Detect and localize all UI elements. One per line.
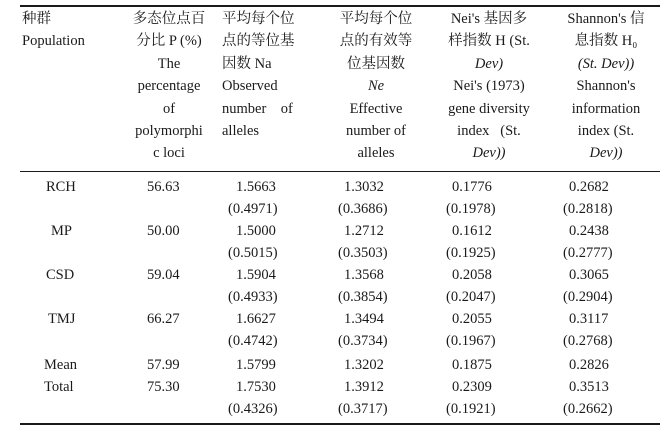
polymorphic-cell: 50.00 xyxy=(147,223,180,239)
header-line: Shannon's 信 xyxy=(567,11,645,27)
h-cell: 0.2309 xyxy=(452,379,492,395)
na-cell: 1.7530 xyxy=(236,379,276,395)
header-line: Nei's 基因多 xyxy=(450,11,528,27)
table-row xyxy=(0,308,670,330)
i-sd-cell: (0.2904) xyxy=(563,289,613,305)
h-cell: 0.1776 xyxy=(452,179,492,195)
table-row-sd xyxy=(0,330,670,352)
header-line: alleles xyxy=(357,145,395,162)
h-sd-cell: (0.1967) xyxy=(446,333,496,349)
header-line: (St. Dev)) xyxy=(577,55,635,72)
header-line: percentage xyxy=(137,78,201,95)
header-nei-diversity xyxy=(430,8,548,165)
i-cell: 0.2826 xyxy=(569,357,609,373)
na-sd-cell: (0.5015) xyxy=(228,245,278,261)
i-cell: 0.3065 xyxy=(569,267,609,283)
ne-cell: 1.3568 xyxy=(344,267,384,283)
polymorphic-cell: 56.63 xyxy=(147,179,180,195)
table-row-sd xyxy=(0,198,670,220)
table-row-sd xyxy=(0,398,670,420)
population-cell: CSD xyxy=(46,267,75,283)
header-line: Dev)) xyxy=(589,145,623,162)
h-sd-cell: (0.2047) xyxy=(446,289,496,305)
na-sd-cell: (0.4933) xyxy=(228,289,278,305)
ne-sd-cell: (0.3854) xyxy=(338,289,388,305)
na-sd-cell: (0.4971) xyxy=(228,201,278,217)
header-line: 点的等位基 xyxy=(222,33,295,50)
i-cell: 0.3513 xyxy=(569,379,609,395)
header-line: Dev) xyxy=(474,55,504,72)
header-line: 位基因数 xyxy=(347,55,405,72)
ne-cell: 1.3032 xyxy=(344,179,384,195)
table-row-sd xyxy=(0,242,670,264)
i-sd-cell: (0.2818) xyxy=(563,201,613,217)
header-line: 点的有效等 xyxy=(339,33,413,50)
header-line: 息指数 H₀ xyxy=(574,33,638,50)
polymorphic-cell: 59.04 xyxy=(147,267,180,283)
na-cell: 1.5799 xyxy=(236,357,276,373)
h-sd-cell: (0.1921) xyxy=(446,401,496,417)
header-line: of xyxy=(162,100,176,117)
i-sd-cell: (0.2777) xyxy=(563,245,613,261)
header-shannon-index xyxy=(552,8,660,165)
header-line: Shannon's xyxy=(576,78,636,95)
table-row xyxy=(0,376,670,398)
i-sd-cell: (0.2662) xyxy=(563,401,613,417)
header-polymorphic-loci xyxy=(120,8,218,165)
header-line: gene diversity xyxy=(448,100,530,117)
na-cell: 1.5663 xyxy=(236,179,276,195)
header-line: 种群 xyxy=(22,11,51,27)
header-observed-alleles xyxy=(222,8,318,142)
header-line: Ne xyxy=(367,78,385,95)
na-cell: 1.5000 xyxy=(236,223,276,239)
header-line: 平均每个位 xyxy=(222,11,295,27)
header-line: Effective xyxy=(349,100,403,117)
na-sd-cell: (0.4326) xyxy=(228,401,278,417)
header-population xyxy=(22,8,110,53)
header-line: alleles xyxy=(222,123,260,140)
ne-sd-cell: (0.3503) xyxy=(338,245,388,261)
ne-sd-cell: (0.3717) xyxy=(338,401,388,417)
na-sd-cell: (0.4742) xyxy=(228,333,278,349)
header-line: 分比 P (%) xyxy=(136,33,202,50)
population-cell: RCH xyxy=(46,179,76,195)
header-line: polymorphi xyxy=(135,123,203,140)
header-line: index (St. xyxy=(577,123,635,140)
header-line: 样指数 H (St. xyxy=(448,33,530,50)
header-line: Nei's (1973) xyxy=(453,78,525,95)
table-row xyxy=(0,354,670,376)
table-header-rule xyxy=(20,171,660,172)
ne-cell: 1.2712 xyxy=(344,223,384,239)
na-cell: 1.5904 xyxy=(236,267,276,283)
polymorphic-cell: 57.99 xyxy=(147,357,180,373)
header-line: 因数 Na xyxy=(222,55,272,72)
h-cell: 0.1612 xyxy=(452,223,492,239)
i-sd-cell: (0.2768) xyxy=(563,333,613,349)
population-cell: MP xyxy=(51,223,72,239)
table-top-rule xyxy=(20,5,660,7)
ne-cell: 1.3494 xyxy=(344,311,384,327)
ne-cell: 1.3912 xyxy=(344,379,384,395)
table-row xyxy=(0,220,670,242)
header-line: Dev)) xyxy=(472,145,506,162)
header-line: number of xyxy=(346,123,406,140)
h-cell: 0.2055 xyxy=(452,311,492,327)
header-line: number of xyxy=(222,100,293,117)
table-row-sd xyxy=(0,286,670,308)
h-sd-cell: (0.1978) xyxy=(446,201,496,217)
header-line: Observed xyxy=(222,78,278,95)
header-line: index (St. xyxy=(457,123,521,140)
population-cell: Total xyxy=(44,379,74,395)
header-line: Population xyxy=(22,33,85,50)
table-row xyxy=(0,264,670,286)
polymorphic-cell: 75.30 xyxy=(147,379,180,395)
population-cell: Mean xyxy=(44,357,78,373)
population-cell: TMJ xyxy=(48,311,76,327)
i-cell: 0.2438 xyxy=(569,223,609,239)
ne-sd-cell: (0.3734) xyxy=(338,333,388,349)
header-line: c loci xyxy=(153,145,185,162)
polymorphic-cell: 66.27 xyxy=(147,311,180,327)
header-line: information xyxy=(571,100,641,117)
table-bottom-rule xyxy=(20,423,660,425)
i-cell: 0.2682 xyxy=(569,179,609,195)
h-cell: 0.2058 xyxy=(452,267,492,283)
header-line: The xyxy=(157,55,181,72)
header-line: 平均每个位 xyxy=(339,11,413,27)
h-sd-cell: (0.1925) xyxy=(446,245,496,261)
i-cell: 0.3117 xyxy=(569,311,609,327)
ne-sd-cell: (0.3686) xyxy=(338,201,388,217)
header-effective-alleles xyxy=(326,8,426,165)
ne-cell: 1.3202 xyxy=(344,357,384,373)
header-line: 多态位点百 xyxy=(132,11,206,27)
na-cell: 1.6627 xyxy=(236,311,276,327)
table-row xyxy=(0,176,670,198)
h-cell: 0.1875 xyxy=(452,357,492,373)
